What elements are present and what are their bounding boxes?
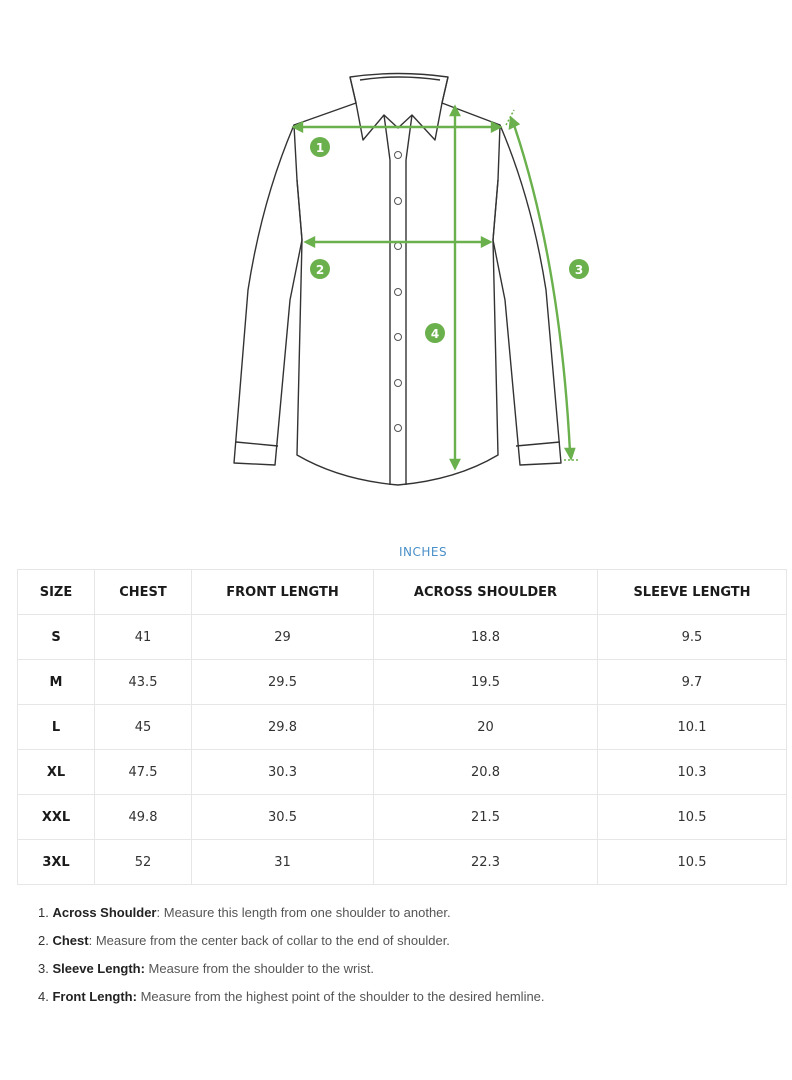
note-term: Sleeve Length: [52, 961, 145, 976]
cell-sleeve-length: 9.7 [598, 660, 787, 705]
measurement-notes [38, 903, 545, 1015]
table-header-row [18, 570, 787, 615]
cell-size: XL [18, 750, 95, 795]
header-across-shoulder: ACROSS SHOULDER [374, 570, 598, 615]
cell-chest: 52 [95, 840, 192, 885]
cell-across-shoulder: 20 [374, 705, 598, 750]
cell-front-length: 29 [192, 615, 374, 660]
cell-size: S [18, 615, 95, 660]
table-row [18, 795, 787, 840]
table-row [18, 705, 787, 750]
marker-2 [310, 259, 330, 279]
header-chest: CHEST [95, 570, 192, 615]
note-item: 2. Chest: Measure from the center back of collar to the end of shoulder. [38, 933, 450, 948]
note-term: Across Shoulder [52, 905, 157, 920]
note-term: Front Length: [52, 989, 137, 1004]
cell-front-length: 29.5 [192, 660, 374, 705]
table-row [18, 660, 787, 705]
cell-sleeve-length: 10.3 [598, 750, 787, 795]
cell-size: M [18, 660, 95, 705]
size-chart-table [17, 569, 787, 885]
cell-chest: 49.8 [95, 795, 192, 840]
table-row [18, 840, 787, 885]
cell-front-length: 30.5 [192, 795, 374, 840]
note-term: Chest [52, 933, 89, 948]
shirt-outline [234, 74, 561, 486]
header-sleeve-length: SLEEVE LENGTH [598, 570, 787, 615]
header-front-length: FRONT LENGTH [192, 570, 374, 615]
note-text: Measure from the shoulder to the wrist. [144, 961, 374, 976]
svg-text:1: 1 [315, 141, 325, 155]
cell-across-shoulder: 20.8 [374, 750, 598, 795]
unit-label: INCHES [398, 545, 448, 559]
cell-across-shoulder: 21.5 [374, 795, 598, 840]
measure-lines [294, 107, 578, 468]
cell-size: 3XL [18, 840, 95, 885]
cell-sleeve-length: 10.1 [598, 705, 787, 750]
cell-across-shoulder: 19.5 [374, 660, 598, 705]
note-item: 4. Front Length: Measure from the highest point of the shoulder to the desired hemline. [38, 989, 545, 1004]
cell-sleeve-length: 9.5 [598, 615, 787, 660]
table-row [18, 750, 787, 795]
svg-text:4: 4 [430, 327, 440, 341]
marker-3 [569, 259, 589, 279]
cell-size: XXL [18, 795, 95, 840]
cell-chest: 41 [95, 615, 192, 660]
cell-front-length: 30.3 [192, 750, 374, 795]
cell-across-shoulder: 18.8 [374, 615, 598, 660]
cell-chest: 47.5 [95, 750, 192, 795]
note-text: Measure from the highest point of the shoulder to the desired hemline. [136, 989, 545, 1004]
cell-chest: 45 [95, 705, 192, 750]
cell-across-shoulder: 22.3 [374, 840, 598, 885]
buttons [395, 152, 402, 432]
marker-1 [310, 137, 330, 157]
note-item: 3. Sleeve Length: Measure from the shoulder to the wrist. [38, 961, 374, 976]
note-item: 1. Across Shoulder: Measure this length from one shoulder to another. [38, 905, 451, 920]
cell-chest: 43.5 [95, 660, 192, 705]
table-row [18, 615, 787, 660]
svg-text:2: 2 [315, 263, 325, 277]
cell-size: L [18, 705, 95, 750]
svg-text:3: 3 [574, 263, 584, 277]
cell-front-length: 31 [192, 840, 374, 885]
note-text: Measure from the center back of collar to the end of shoulder. [92, 933, 450, 948]
header-size: SIZE [18, 570, 95, 615]
cell-sleeve-length: 10.5 [598, 795, 787, 840]
cell-sleeve-length: 10.5 [598, 840, 787, 885]
shirt-measurement-diagram [0, 0, 792, 520]
note-text: Measure this length from one shoulder to another. [160, 905, 451, 920]
cell-front-length: 29.8 [192, 705, 374, 750]
marker-4 [425, 323, 445, 343]
